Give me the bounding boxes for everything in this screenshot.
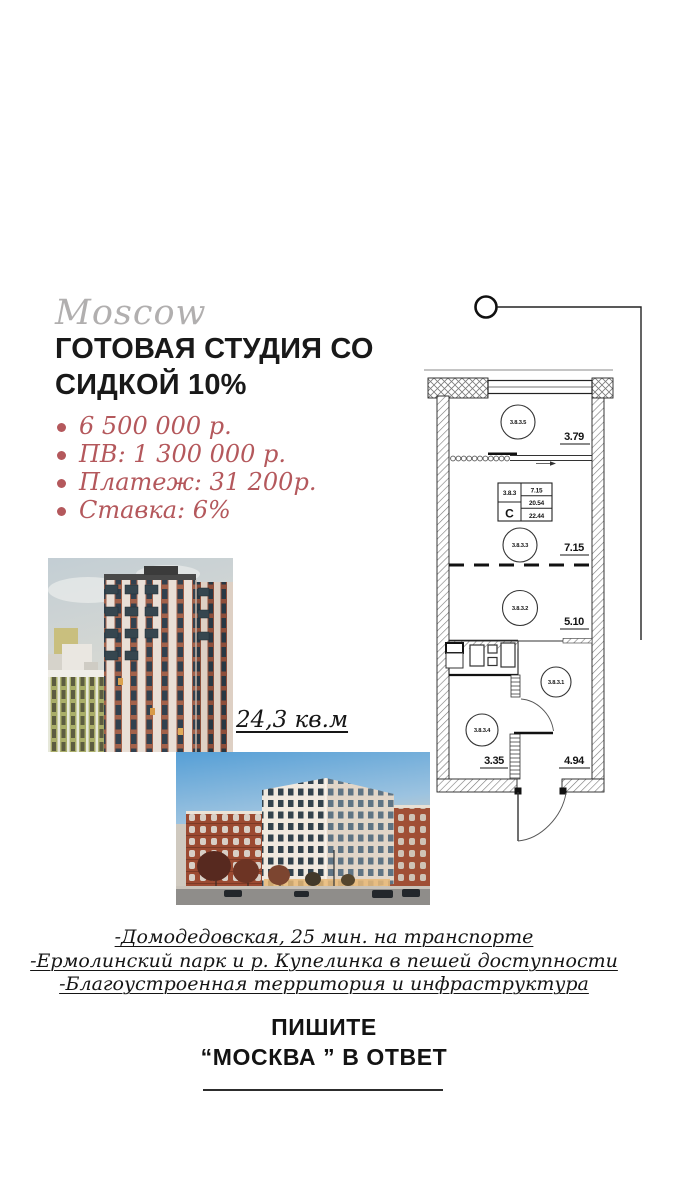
area-value: 3.35 — [484, 755, 504, 767]
price-list — [55, 412, 316, 524]
bullet-dot-icon — [57, 507, 66, 516]
cta-line-1: ПИШИТЕ — [271, 1014, 377, 1040]
plan-walls — [428, 378, 613, 792]
title-line-1: ГОТОВАЯ СТУДИЯ СО — [55, 333, 374, 365]
price-item-label: Ставка: 6% — [79, 496, 231, 524]
leader-marker-icon — [476, 297, 642, 641]
area-label: 24,3 кв.м — [236, 707, 349, 733]
price-item-label: ПВ: 1 300 000 р. — [79, 440, 287, 468]
cta-block — [0, 1012, 648, 1072]
price-item-label: 6 500 000 р. — [79, 412, 232, 440]
room-label: 3.8.3.4 — [473, 728, 491, 734]
area-value: 7.15 — [564, 542, 584, 554]
price-item — [55, 496, 316, 524]
area-value: 4.94 — [564, 755, 584, 767]
entrance-door — [515, 788, 567, 842]
bullet-dot-icon — [57, 451, 66, 460]
price-item-label: Платеж: 31 200р. — [79, 468, 317, 496]
table-value: 7.15 — [530, 487, 543, 495]
floorplan — [415, 285, 660, 860]
table-unit: 3.8.3 — [502, 490, 517, 497]
feature-line: -Ермолинский парк и р. Купелинка в пешей доступности — [30, 949, 618, 972]
page-title — [55, 331, 395, 403]
title-line-2: СИДКОЙ 10% — [55, 369, 247, 401]
brand-label: Moscow — [55, 293, 207, 333]
features-list — [0, 926, 648, 997]
photo-building-2 — [176, 752, 430, 905]
bullet-dot-icon — [57, 423, 66, 432]
price-item — [55, 412, 316, 440]
plan-info-table — [498, 483, 552, 521]
cta-line-2: “МОСКВА ” В ОТВЕТ — [200, 1044, 448, 1070]
area-value: 5.10 — [564, 616, 584, 628]
balcony-divider — [451, 453, 592, 466]
area-value: 3.79 — [564, 431, 584, 443]
price-item — [55, 440, 316, 468]
table-value: 22.44 — [529, 512, 544, 520]
photo-building-1 — [48, 558, 233, 752]
bullet-dot-icon — [57, 479, 66, 488]
table-type: С — [505, 506, 514, 521]
feature-line: -Домодедовская, 25 мин. на транспорте — [114, 926, 534, 948]
room-label: 3.8.3.2 — [511, 606, 529, 612]
room-label: 3.8.3.1 — [547, 680, 565, 686]
balcony-window — [488, 381, 592, 394]
fixtures-block — [446, 641, 518, 675]
room-label: 3.8.3.3 — [511, 543, 529, 549]
feature-line: -Благоустроенная территория и инфраструктура — [59, 973, 589, 995]
price-item — [55, 468, 316, 496]
room-label: 3.8.3.5 — [509, 420, 527, 426]
footer-divider — [203, 1089, 443, 1091]
table-value: 20.54 — [529, 500, 544, 508]
